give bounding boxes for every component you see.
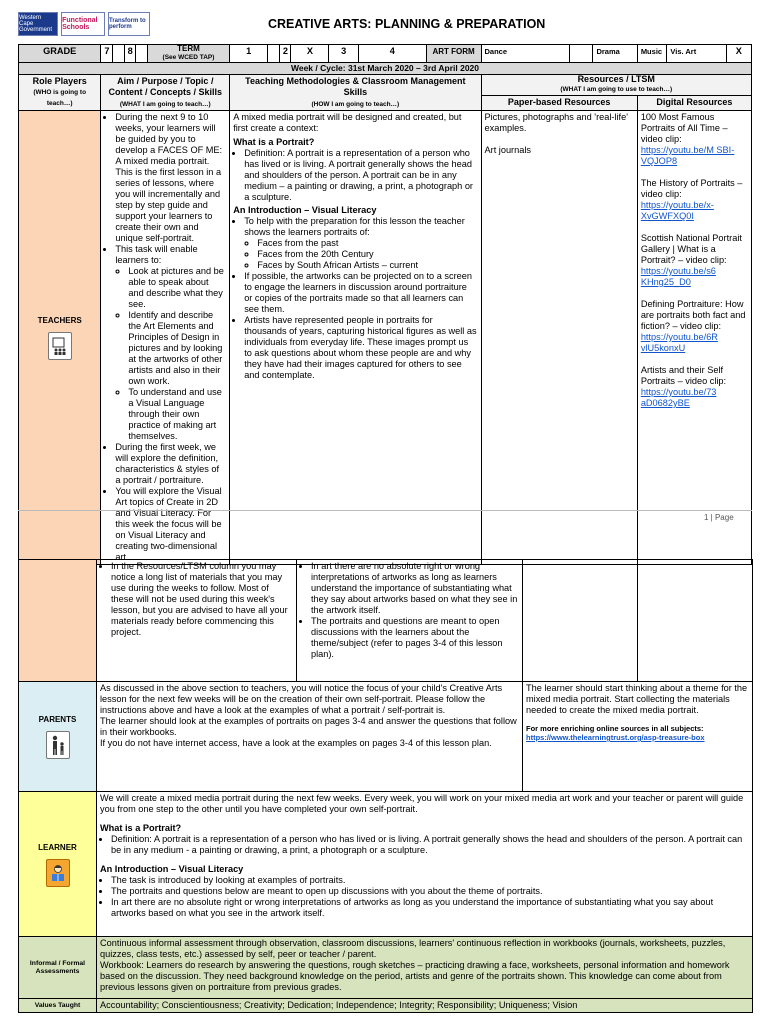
page-title: CREATIVE ARTS: PLANNING & PREPARATION [268,17,546,31]
planning-table-page2 [18,559,753,1013]
aim-continued: • In the Resources/LTSM column you may notice a long list of materials that you may use during the weeks to follow. Most of these will not be used during this week's lesson, but you are advised to have all your materials ready before commencing this project. [111,561,293,638]
parents-paragraph: As discussed in the above section to teachers, you will notice the focus of your child's Creative Arts lesson for the next few weeks will be on the creation of their own self-portrait. Please follow the instructions above and have a look at the examples of what a portrait / self-portrait is. [100,683,503,715]
page-number: 1 | Page [704,513,734,522]
parents-text-cell [97,682,523,792]
method-header: Teaching Methodologies & Classroom Management Skills (HOW I am going to teach…) [230,75,481,111]
artform-dance: Dance [481,45,570,63]
faces-item: ◦ Faces from the past [257,238,477,249]
teachers-aim-subitem: ◦ To understand and use a Visual Language through their own practice of making art themselves. [128,387,226,442]
planning-table-page1 [18,44,752,565]
term-2: 2 [279,45,291,63]
term-3: 3 [329,45,359,63]
roles-header: Role Players (WHO is going to teach…) [19,75,101,111]
parents-paragraph: The learner should look at the examples of portraits on pages 3-4 and answer the questions that follow in their workbooks. [100,716,517,737]
parents-label: PARENTS [38,715,77,724]
video-link[interactable]: https://youtu.be/s6 KHng25_D0 [640,266,716,287]
assessment-row [19,937,753,999]
paper-resource: Art journals [484,145,531,155]
learner-visual-literacy-heading: An Introduction – Visual Literacy [100,864,244,874]
video-link[interactable]: https://youtu.be/M SBI-VQJOP8 [640,145,735,166]
aim-header: Aim / Purpose / Topic / Content / Concepts / Skills (WHAT I am going to teach…) [101,75,230,111]
assessment-paragraph: Continuous informal assessment through observation, classroom discussions, learners' continuous reflection in workbooks (journals, worksheets, puzzles, quizzes, class tests, etc.) assessed by self, peer or teacher / parent. [100,938,726,959]
digital-header: Digital Resources [637,96,751,111]
functional-schools-logo: Functional Schools [61,12,105,36]
assessment-label: Informal / Formal Assessments [29,959,86,975]
grade-7-mark [112,45,124,63]
paper-resource: Pictures, photographs and 'real-life' examples. [484,112,628,133]
method-definition: • Definition: A portrait is a representation of a person who has lived or is living. A portrait generally shows the head and shoulders of the person. A portrait can be in any medium – a painting or drawing, a print, a photograph or a sculpture. [244,148,477,203]
learner-reading-icon [46,859,70,887]
teachers-role-cell-cont [19,560,97,682]
video-link[interactable]: https://youtu.be/x-XvGWFXQ0I [640,200,714,221]
teachers-aim-subitem: ◦ Look at pictures and be able to speak about and describe what they see. [128,266,226,310]
teachers-aim-cell [101,111,230,565]
assessment-text-cell [97,937,753,999]
teachers-aim-item: • You will explore the Visual Art topics of Create in 2D and Visual Literacy. For this week the focus will be on Visual Literacy and creating two-dimensional art. [115,486,226,563]
artform-visart-mark: X [726,45,751,63]
teachers-paper-cell-cont [523,560,638,682]
assessment-paragraph: Workbook: Learners do research by answering the questions, rough sketches – practicing drawing a face, worksheets, personal information and homework based on the discussion. They need background knowledge on the period, artists and genre of the portraits shown. This knowledge can come about from previous lessons given on portraiture from previous grades. [100,960,730,992]
digital-resource: Defining Portraiture: How are portraits both fact and fiction? – video clip: https://youtu.be/6R vlU5konxU [640,299,746,353]
teachers-paper-cell [481,111,637,565]
teachers-aim-cell-cont [97,560,297,682]
artform-drama: Drama [593,45,637,63]
learner-vl-item: • In art there are no absolute right or wrong interpretations of artworks as long as you understand the importance of substantiating what you say about artworks based on what you see in the artwork itself. [111,897,749,919]
values-row [19,999,753,1013]
teachers-method-cell [230,111,481,565]
digital-resource: Scottish National Portrait Gallery | What is a Portrait? – video clip: https://youtu.be/s6 KHng25_D0 [640,233,742,287]
learner-definition: • Definition: A portrait is a representation of a person who has lived or is living. A portrait generally shows the head and shoulders of the person. A portrait can be in any medium - a painting or drawing, a print, a photograph or a sculpture. [111,834,749,856]
term-4: 4 [359,45,427,63]
parents-role-cell [19,682,97,792]
method-continued: • The portraits and questions are meant to open discussions with the learners about the theme/subject (refer to pages 3-4 of this lesson plan). [311,616,519,660]
term-label: TERM (See WCED TAP) [147,45,229,63]
parent-child-icon [46,731,70,759]
teachers-role-cell [19,111,101,565]
faces-item: ◦ Faces from the 20th Century [257,249,477,260]
digital-resource: The History of Portraits – video clip: https://youtu.be/x-XvGWFXQ0I [640,178,743,221]
grade-row [19,45,752,63]
term-1-mark [268,45,280,63]
transform-perform-logo: Transform to perform [108,12,150,36]
teachers-digital-cell [637,111,751,565]
values-label: Values Taught [34,1001,81,1009]
paper-header: Paper-based Resources [481,96,637,111]
parents-resources-cell [523,682,753,792]
grade-label: GRADE [19,45,101,63]
learning-trust-link[interactable]: https://www.thelearningtrust.org/asp-treasure-box [526,733,705,742]
parents-paragraph: If you do not have internet access, have a look at the examples on pages 3-4 of this lesson plan. [100,738,492,748]
teachers-row [19,111,752,565]
teachers-digital-cell-cont [638,560,753,682]
teachers-aim-item: • During the next 9 to 10 weeks, your learners will be guided by you to develop a FACES OF ME: A mixed media portrait. This is the first lesson in a series of lessons, where you will incrementally and step by step guide and support your learners to create their own and unique self-portrait. [115,112,226,244]
grade-7: 7 [101,45,113,63]
learner-intro: We will create a mixed media portrait during the next few weeks. Every week, you will work on your mixed media art work and your teacher or parent will guide you from one step to the other until you have completed your own self-portrait. [100,793,744,814]
grade-8-mark [136,45,148,63]
artform-music: Music [637,45,667,63]
artform-dance-mark [570,45,593,63]
method-item: • To help with the preparation for this lesson the teacher shows the learners portraits of: ◦ Faces from the past ◦ Faces from the 20th Century ◦ Faces by South African Artists – current [244,216,477,271]
learner-vl-item: • The portraits and questions below are meant to open up discussions with you about the theme of portraits. [111,886,749,897]
teachers-continued-row [19,560,753,682]
resources-header: Resources / LTSM (WHAT I am going to use to teach…) [481,75,752,96]
values-role-cell [19,999,97,1013]
grade-8: 8 [124,45,136,63]
learner-text-cell [97,792,753,937]
parents-resource-text: The learner should start thinking about a theme for the mixed media portrait. Start collecting the materials needed to create the mixed media portrait. [526,683,748,715]
teachers-aim-subitem: ◦ Identify and describe the Art Elements and Principles of Design in pictures and by looking at the artworks of other artists and also in their own work. [128,310,226,387]
faces-item: ◦ Faces by South African Artists – current [257,260,477,271]
method-continued: • In art there are no absolute right or wrong interpretations of artworks as long as learners understand the importance of substantiating what they say about artworks based on what they see in the artwork itself. [311,561,519,616]
artform-visart: Vis. Art [667,45,726,63]
teachers-method-cell-cont [297,560,523,682]
digital-resource: Artists and their Self Portraits – video clip: https://youtu.be/73 aD0682yBE [640,365,727,408]
week-row [19,63,752,75]
method-item: • If possible, the artworks can be projected on to a screen to engage the learners in discussion around portraiture or copies of the portraits made so that all learners can see them. [244,271,477,315]
teachers-aim-item: • This task will enable learners to: ◦ Look at pictures and be able to speak about and describe what they see. ◦ Identify and describe the Art Elements and Principles of Design in pictures and by looking at the artworks of other artists and also in their own work. ◦ To understand and use a Visual Language through their own practice of making art themselves. [115,244,226,442]
term-1: 1 [230,45,268,63]
parents-more-label: For more enriching online sources in all subjects: [526,724,704,733]
learner-vl-item: • The task is introduced by looking at examples of portraits. [111,875,749,886]
method-intro: A mixed media portrait will be designed and created, but first create a context: [233,112,462,133]
video-link[interactable]: https://youtu.be/73 aD0682yBE [640,387,717,408]
wcg-logo: Western Cape Government [18,12,58,36]
teachers-aim-item: • During the first week, we will explore the definition, characteristics & styles of a portrait / portraiture. [115,442,226,486]
page-divider [18,510,752,511]
teacher-board-icon [48,332,72,360]
learner-label: LEARNER [38,842,77,852]
values-text-cell: Accountability; Conscientiousness; Creativity; Dedication; Independence; Integrity; Responsibility; Uniqueness; Vision [97,999,753,1013]
term-2-mark: X [291,45,329,63]
learner-question: What is a Portrait? [100,823,182,833]
column-header-row [19,75,752,96]
digital-resource: 100 Most Famous Portraits of All Time – video clip: https://youtu.be/M SBI-VQJOP8 [640,112,735,166]
assessment-role-cell [19,937,97,999]
method-item: • Artists have represented people in portraits for thousands of years, capturing historical figures as well as individuals from everyday life. These images prompt us to ask questions about whom these people are and why they have had their images captured for others to see and contemplate. [244,315,477,381]
video-link[interactable]: https://youtu.be/6R vlU5konxU [640,332,718,353]
learner-role-cell [19,792,97,937]
method-question: What is a Portrait? [233,137,315,147]
logo-strip [18,12,150,38]
method-visual-literacy-heading: An Introduction – Visual Literacy [233,205,377,215]
parents-row [19,682,753,792]
teachers-label: TEACHERS [37,316,82,325]
week-cycle: Week / Cycle: 31st March 2020 – 3rd April 2020 [19,63,752,75]
artform-label: ART FORM [426,45,481,63]
learner-row [19,792,753,937]
